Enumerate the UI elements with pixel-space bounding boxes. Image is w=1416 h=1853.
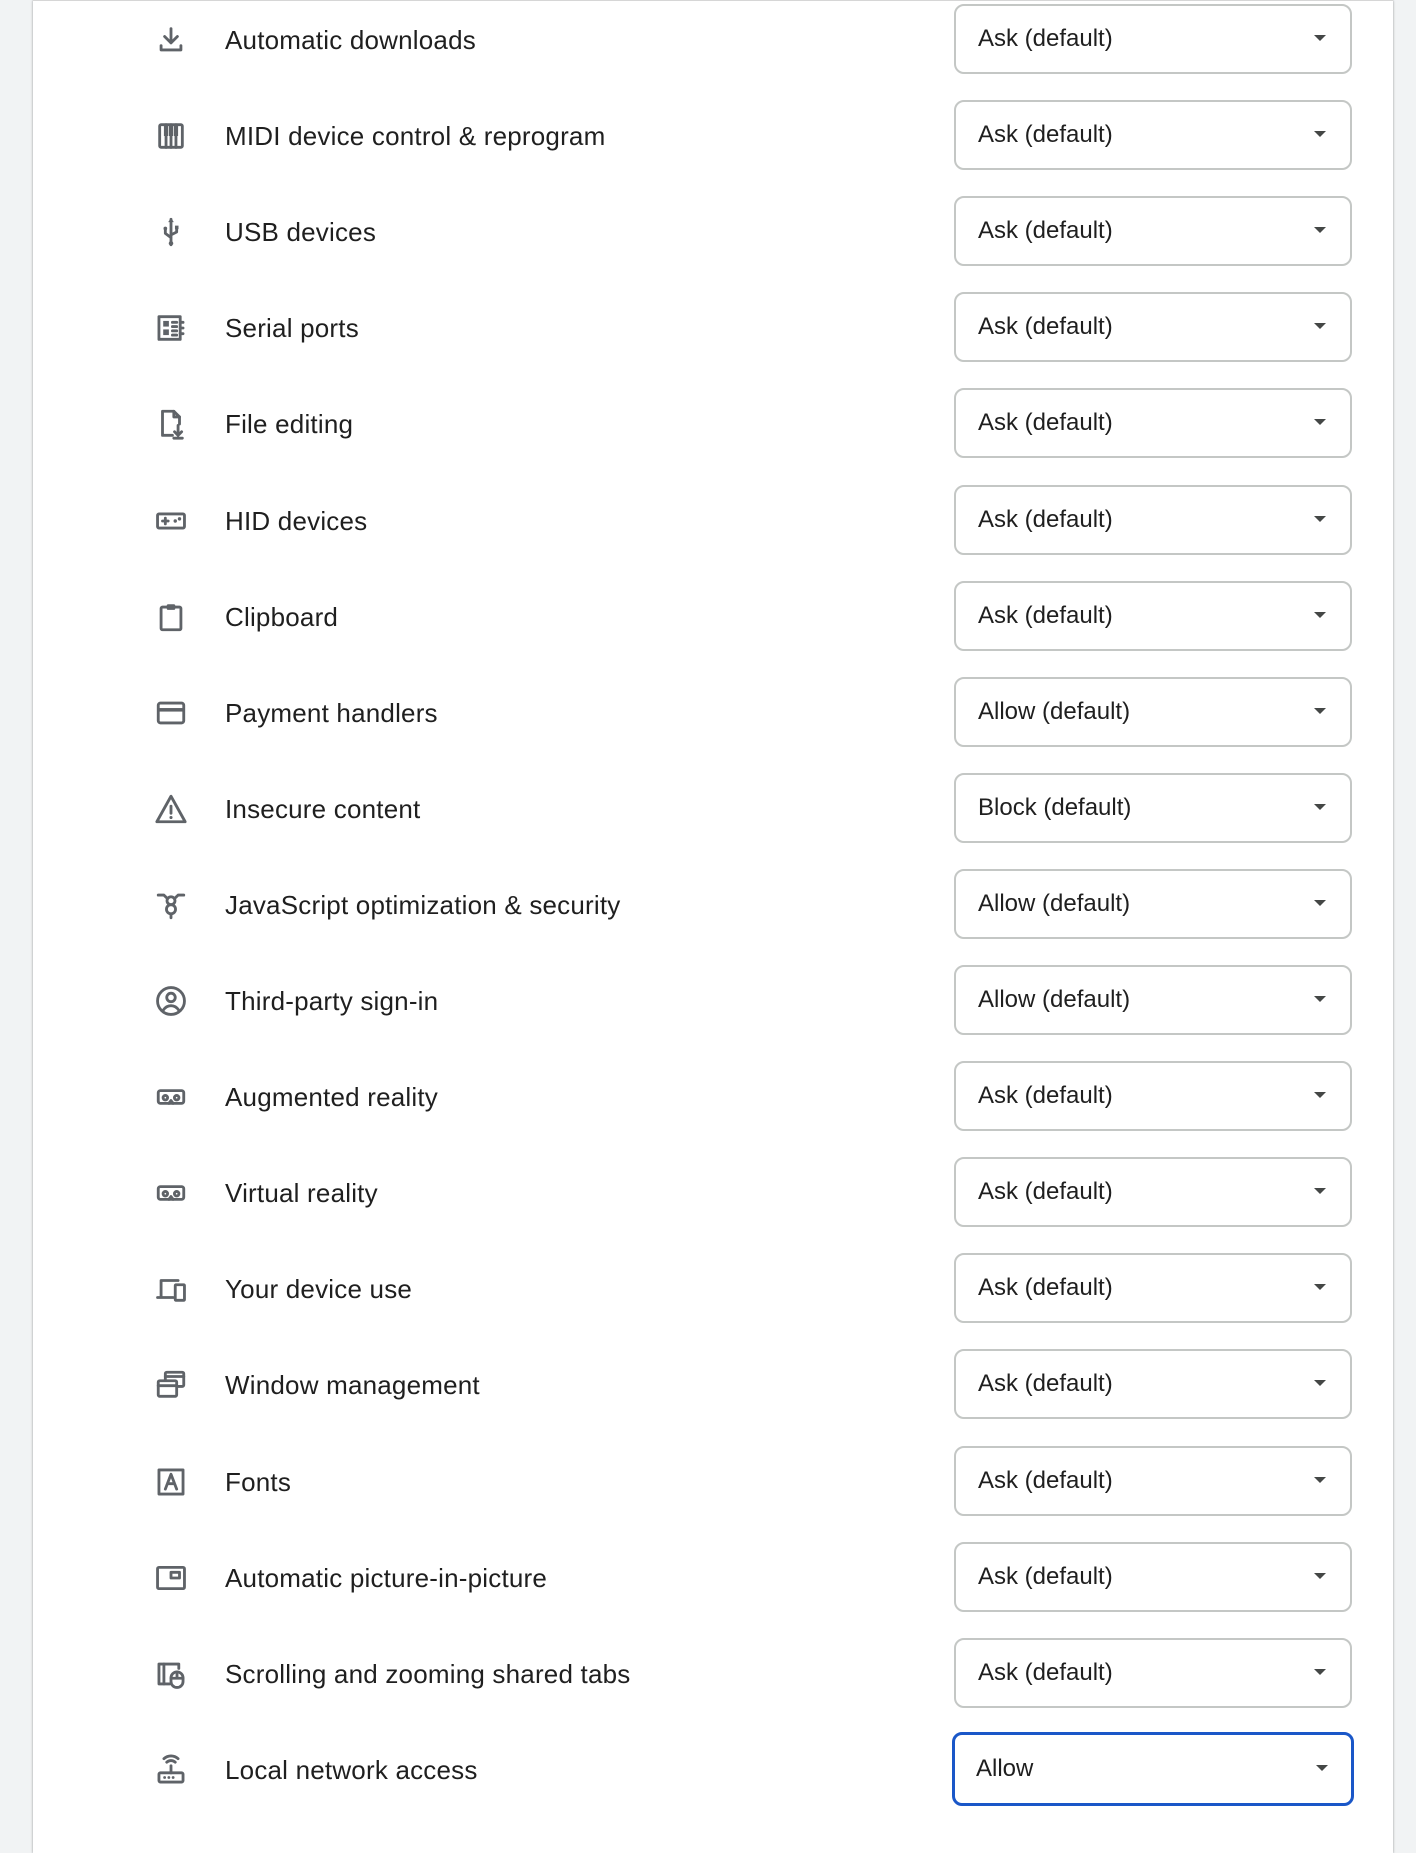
dropdown-caret-icon [1314,612,1326,618]
dropdown-caret-icon [1314,35,1326,41]
permission-select-value: Ask (default) [978,1562,1113,1590]
v8-engine-icon [153,887,189,923]
permission-select-value: Ask (default) [978,601,1113,629]
font-icon [153,1464,189,1500]
permission-row [33,857,1393,953]
picture-in-picture-icon [153,1560,189,1596]
permission-select-value: Ask (default) [978,1178,1113,1206]
permission-select[interactable] [954,196,1352,266]
permission-select-value: Allow (default) [978,697,1131,725]
permission-label: JavaScript optimization & security [225,889,621,920]
permission-label: Fonts [225,1466,292,1497]
permission-row [33,280,1393,376]
dropdown-caret-icon [1314,1477,1326,1483]
dropdown-caret-icon [1314,708,1326,714]
permission-select[interactable] [954,965,1352,1035]
permission-select-value: Ask (default) [978,505,1113,533]
permission-label: HID devices [225,505,368,536]
permission-select-value: Allow [976,1754,1034,1782]
permission-select[interactable] [954,677,1352,747]
permission-label: Automatic picture-in-picture [225,1562,548,1593]
account-circle-icon [153,983,189,1019]
permission-label: Scrolling and zooming shared tabs [225,1658,631,1689]
permission-select-value: Ask (default) [978,121,1113,149]
clipboard-icon [153,599,189,635]
permission-select[interactable] [954,1542,1352,1612]
permission-select-value: Ask (default) [978,1466,1113,1494]
dropdown-caret-icon [1314,1573,1326,1579]
shared-tab-mouse-icon [153,1656,189,1692]
permission-row [33,1434,1393,1530]
permission-label: Clipboard [225,601,339,632]
permission-select-value: Block (default) [978,793,1132,821]
permission-row [33,761,1393,857]
usb-icon [153,214,189,250]
dropdown-caret-icon [1314,419,1326,425]
permission-label: Insecure content [225,793,421,824]
permission-row [33,1722,1393,1818]
permission-row [33,0,1393,88]
dropdown-caret-icon [1314,1188,1326,1194]
permission-select[interactable] [954,485,1352,555]
dropdown-caret-icon [1314,1284,1326,1290]
permission-select[interactable] [952,1732,1354,1806]
permission-row [33,1241,1393,1337]
permission-row [33,1337,1393,1433]
permission-label: Your device use [225,1274,413,1305]
warning-icon [153,791,189,827]
dropdown-caret-icon [1314,900,1326,906]
site-settings-card [33,0,1393,1853]
dropdown-caret-icon [1314,996,1326,1002]
router-icon [153,1752,189,1788]
permission-label: Payment handlers [225,697,438,728]
permission-select[interactable] [954,1253,1352,1323]
ar-headset-icon [153,1079,189,1115]
permission-select-value: Ask (default) [978,1082,1113,1110]
permission-label: Augmented reality [225,1082,438,1113]
permission-select[interactable] [954,292,1352,362]
permission-select-value: Ask (default) [978,1274,1113,1302]
permission-row [33,953,1393,1049]
permission-select-value: Ask (default) [978,409,1113,437]
permission-label: Virtual reality [225,1178,378,1209]
permission-row [33,473,1393,569]
permission-select[interactable] [954,1446,1352,1516]
dropdown-caret-icon [1314,1092,1326,1098]
permission-select-value: Ask (default) [978,217,1113,245]
permission-label: File editing [225,409,354,440]
credit-card-icon [153,695,189,731]
dropdown-caret-icon [1314,227,1326,233]
permission-label: USB devices [225,217,377,248]
permission-label: Serial ports [225,313,359,344]
permission-row [33,1145,1393,1241]
permission-select-value: Ask (default) [978,313,1113,341]
permission-label: Automatic downloads [225,25,476,55]
dropdown-caret-icon [1314,131,1326,137]
permission-label: Window management [225,1370,480,1401]
serial-port-icon [153,310,189,346]
permission-row [33,1530,1393,1626]
dropdown-caret-icon [1314,516,1326,522]
permission-select-value: Allow (default) [978,889,1131,917]
dropdown-caret-icon [1314,1380,1326,1386]
permission-label: MIDI device control & reprogram [225,121,606,152]
permission-select[interactable] [954,773,1352,843]
permission-select[interactable] [954,100,1352,170]
permission-row [33,665,1393,761]
dropdown-caret-icon [1314,1669,1326,1675]
permission-row [33,88,1393,184]
permission-select-value: Allow (default) [978,986,1131,1013]
permission-row [33,376,1393,472]
permission-row [33,1626,1393,1722]
window-management-icon [153,1367,189,1403]
gamepad-icon [153,503,189,539]
devices-icon [153,1271,189,1307]
permission-select-value: Ask (default) [978,1370,1113,1398]
permission-select[interactable] [954,388,1352,458]
permission-select[interactable] [954,1157,1352,1227]
file-edit-icon [153,406,189,442]
permission-row [33,569,1393,665]
piano-icon [153,118,189,154]
permission-select[interactable] [954,1349,1352,1419]
permission-select-value: Ask (default) [978,1658,1113,1686]
permission-select[interactable] [954,4,1352,74]
permission-row [33,184,1393,280]
permission-select[interactable] [954,581,1352,651]
permission-label: Third-party sign-in [225,986,439,1016]
permission-row [33,1049,1393,1145]
permission-select-value: Ask (default) [978,25,1113,52]
permission-select[interactable] [954,869,1352,939]
permission-select[interactable] [954,1061,1352,1131]
permission-label: Local network access [225,1754,478,1785]
dropdown-caret-icon [1314,323,1326,329]
download-icon [153,22,189,58]
permission-select[interactable] [954,1638,1352,1708]
vr-headset-icon [153,1175,189,1211]
dropdown-caret-icon [1314,804,1326,810]
dropdown-caret-icon [1316,1765,1328,1771]
